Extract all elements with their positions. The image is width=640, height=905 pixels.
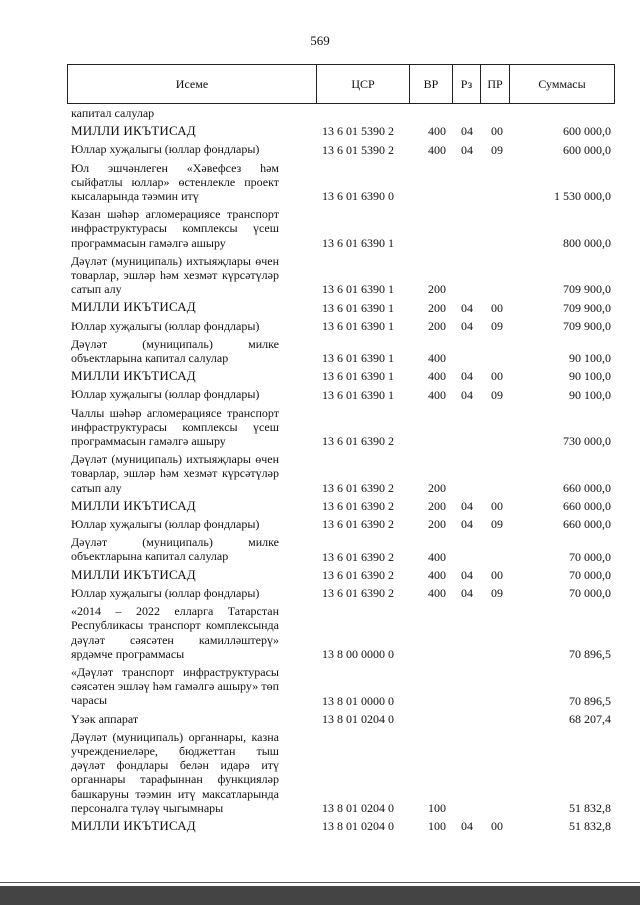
row-pr: 09 bbox=[491, 318, 503, 333]
row-name: Дәүләт (муниципаль) органнары, казна учреждениеләре, бюджеттан тыш дәүләт фондлары белән идарә итү органнары тарафыннан функцияләр башкаруны тәэмин итү максатларында персоналга түләү чыгымнары bbox=[71, 729, 279, 815]
row-csr: 13 6 01 6390 1 bbox=[322, 235, 394, 250]
row-vr: 200 bbox=[428, 318, 446, 333]
table-body bbox=[71, 106, 611, 837]
row-pr: 00 bbox=[491, 300, 503, 315]
row-vr: 200 bbox=[428, 480, 446, 495]
table-row bbox=[71, 819, 611, 833]
row-vr: 400 bbox=[428, 142, 446, 157]
row-vr: 400 bbox=[428, 387, 446, 402]
row-pr: 09 bbox=[491, 142, 503, 157]
table-row bbox=[71, 604, 611, 661]
row-name: Юл эшчәнлеген «Хәвефсез һәм сыйфатлы юллар» өстенлекле проект кысаларында тәэмин итү bbox=[71, 160, 279, 204]
row-sum: 90 100,0 bbox=[569, 351, 611, 366]
row-csr: 13 6 01 6390 1 bbox=[322, 351, 394, 366]
table-row bbox=[71, 337, 611, 365]
row-sum: 1 530 000,0 bbox=[554, 189, 611, 204]
row-sum: 709 900,0 bbox=[563, 318, 611, 333]
table-row bbox=[71, 369, 611, 383]
row-csr: 13 6 01 6390 0 bbox=[322, 189, 394, 204]
row-sum: 68 207,4 bbox=[569, 711, 611, 726]
row-sum: 90 100,0 bbox=[569, 369, 611, 384]
row-pr: 09 bbox=[491, 586, 503, 601]
row-sum: 660 000,0 bbox=[563, 480, 611, 495]
row-name: МИЛЛИ ИКЪТИСАД bbox=[71, 566, 196, 582]
table-row bbox=[71, 319, 611, 333]
row-name: «Дәүләт транспорт инфраструктурасы сәясәтен эшләү һәм гамәлгә ашыру» төп чарасы bbox=[71, 664, 279, 708]
row-sum: 70 896,5 bbox=[569, 646, 611, 661]
row-vr: 400 bbox=[428, 124, 446, 139]
row-pr: 00 bbox=[491, 124, 503, 139]
row-name: Дәүләт (муниципаль) милке объектларына капитал салулар bbox=[71, 336, 279, 366]
table-row bbox=[71, 106, 611, 120]
row-csr: 13 8 00 0000 0 bbox=[322, 646, 394, 661]
table-row bbox=[71, 161, 611, 204]
row-vr: 200 bbox=[428, 282, 446, 297]
row-rz: 04 bbox=[461, 819, 473, 834]
row-vr: 400 bbox=[428, 586, 446, 601]
table-row bbox=[71, 452, 611, 495]
row-sum: 51 832,8 bbox=[569, 800, 611, 815]
row-rz: 04 bbox=[461, 586, 473, 601]
row-name: Юллар хуҗалыгы (юллар фондлары) bbox=[71, 585, 260, 600]
row-csr: 13 8 01 0204 0 bbox=[322, 819, 394, 834]
row-pr: 00 bbox=[491, 499, 503, 514]
header-csr: ЦСР bbox=[317, 65, 410, 103]
row-pr: 00 bbox=[491, 819, 503, 834]
table-row bbox=[71, 517, 611, 531]
page-bottom-rule bbox=[0, 882, 640, 883]
row-vr: 200 bbox=[428, 499, 446, 514]
row-csr: 13 6 01 6390 1 bbox=[322, 318, 394, 333]
table-row bbox=[71, 142, 611, 156]
row-csr: 13 6 01 6390 2 bbox=[322, 567, 394, 582]
table-row bbox=[71, 207, 611, 250]
row-name: капитал салулар bbox=[71, 106, 155, 120]
row-name: «2014 – 2022 елларга Татарстан Республикасы транспорт комплексында дәүләт сәясәтен камилләштерү» ярдәмче программасы bbox=[71, 604, 279, 661]
header-vr: ВР bbox=[410, 65, 453, 103]
row-name: МИЛЛИ ИКЪТИСАД bbox=[71, 368, 196, 384]
row-name: Чаллы шәһәр агломерациясе транспорт инфраструктурасы комплексы үсеш программасын гамәлгә ашыру bbox=[71, 405, 279, 449]
row-sum: 800 000,0 bbox=[563, 235, 611, 250]
row-pr: 09 bbox=[491, 387, 503, 402]
row-rz: 04 bbox=[461, 318, 473, 333]
row-pr: 09 bbox=[491, 517, 503, 532]
row-name: МИЛЛИ ИКЪТИСАД bbox=[71, 123, 196, 139]
row-rz: 04 bbox=[461, 142, 473, 157]
row-csr: 13 6 01 6390 1 bbox=[322, 387, 394, 402]
row-csr: 13 6 01 6390 1 bbox=[322, 300, 394, 315]
row-sum: 90 100,0 bbox=[569, 387, 611, 402]
page-number: 569 bbox=[310, 33, 330, 48]
table-row bbox=[71, 300, 611, 314]
table-header bbox=[67, 64, 615, 104]
row-name: Юллар хуҗалыгы (юллар фондлары) bbox=[71, 142, 260, 157]
row-csr: 13 6 01 6390 1 bbox=[322, 369, 394, 384]
row-csr: 13 6 01 5390 2 bbox=[322, 124, 394, 139]
row-vr: 100 bbox=[428, 819, 446, 834]
row-vr: 200 bbox=[428, 300, 446, 315]
table-row bbox=[71, 387, 611, 401]
table-row bbox=[71, 712, 611, 726]
table-row bbox=[71, 665, 611, 708]
row-csr: 13 8 01 0000 0 bbox=[322, 693, 394, 708]
row-rz: 04 bbox=[461, 387, 473, 402]
row-sum: 51 832,8 bbox=[569, 819, 611, 834]
row-sum: 730 000,0 bbox=[563, 434, 611, 449]
row-rz: 04 bbox=[461, 567, 473, 582]
row-sum: 70 000,0 bbox=[569, 586, 611, 601]
row-sum: 600 000,0 bbox=[563, 124, 611, 139]
row-sum: 70 000,0 bbox=[569, 567, 611, 582]
row-rz: 04 bbox=[461, 124, 473, 139]
row-name: Юллар хуҗалыгы (юллар фондлары) bbox=[71, 517, 260, 532]
table-row bbox=[71, 124, 611, 138]
row-sum: 709 900,0 bbox=[563, 300, 611, 315]
row-csr: 13 6 01 6390 2 bbox=[322, 499, 394, 514]
row-rz: 04 bbox=[461, 369, 473, 384]
row-name: Юллар хуҗалыгы (юллар фондлары) bbox=[71, 387, 260, 402]
row-rz: 04 bbox=[461, 499, 473, 514]
table-row bbox=[71, 586, 611, 600]
row-vr: 200 bbox=[428, 517, 446, 532]
row-sum: 70 896,5 bbox=[569, 693, 611, 708]
row-vr: 100 bbox=[428, 800, 446, 815]
row-name: МИЛЛИ ИКЪТИСАД bbox=[71, 497, 196, 513]
row-csr: 13 6 01 6390 1 bbox=[322, 282, 394, 297]
row-rz: 04 bbox=[461, 300, 473, 315]
row-name: МИЛЛИ ИКЪТИСАД bbox=[71, 299, 196, 315]
row-name: Дәүләт (муниципаль) милке объектларына капитал салулар bbox=[71, 535, 279, 564]
table-row bbox=[71, 730, 611, 815]
row-csr: 13 8 01 0204 0 bbox=[322, 711, 394, 726]
row-pr: 00 bbox=[491, 369, 503, 384]
row-sum: 600 000,0 bbox=[563, 142, 611, 157]
table-row bbox=[71, 406, 611, 449]
table-row bbox=[71, 254, 611, 297]
row-name: Дәүләт (муниципаль) ихтыяҗлары өчен товарлар, эшләр һәм хезмәт күрсәтүләр сатып алу bbox=[71, 452, 279, 495]
row-sum: 70 000,0 bbox=[569, 549, 611, 564]
row-sum: 660 000,0 bbox=[563, 517, 611, 532]
row-name: Үзәк аппарат bbox=[71, 711, 139, 726]
table-row bbox=[71, 535, 611, 563]
row-csr: 13 6 01 6390 2 bbox=[322, 517, 394, 532]
table-row bbox=[71, 568, 611, 582]
row-csr: 13 6 01 6390 2 bbox=[322, 586, 394, 601]
row-csr: 13 6 01 6390 2 bbox=[322, 480, 394, 495]
row-csr: 13 8 01 0204 0 bbox=[322, 800, 394, 815]
header-rz: Рз bbox=[453, 65, 481, 103]
row-csr: 13 6 01 5390 2 bbox=[322, 142, 394, 157]
page-bottom-bar bbox=[0, 886, 640, 905]
row-sum: 660 000,0 bbox=[563, 499, 611, 514]
row-pr: 00 bbox=[491, 567, 503, 582]
row-vr: 400 bbox=[428, 549, 446, 564]
row-vr: 400 bbox=[428, 369, 446, 384]
row-vr: 400 bbox=[428, 351, 446, 366]
table-row bbox=[71, 499, 611, 513]
row-name: МИЛЛИ ИКЪТИСАД bbox=[71, 817, 196, 833]
row-csr: 13 6 01 6390 2 bbox=[322, 549, 394, 564]
header-name: Исеме bbox=[68, 65, 317, 103]
row-name: Юллар хуҗалыгы (юллар фондлары) bbox=[71, 318, 260, 333]
row-csr: 13 6 01 6390 2 bbox=[322, 434, 394, 449]
row-vr: 400 bbox=[428, 567, 446, 582]
row-rz: 04 bbox=[461, 517, 473, 532]
row-name: Казан шәһәр агломерациясе транспорт инфраструктурасы комплексы үсеш программасын гамәлгә ашыру bbox=[71, 207, 279, 250]
header-sum: Суммасы bbox=[538, 76, 586, 91]
header-pr: ПР bbox=[481, 65, 510, 103]
row-sum: 709 900,0 bbox=[563, 282, 611, 297]
row-name: Дәүләт (муниципаль) ихтыяҗлары өчен товарлар, эшләр һәм хезмәт күрсәтүләр сатып алу bbox=[71, 253, 279, 297]
